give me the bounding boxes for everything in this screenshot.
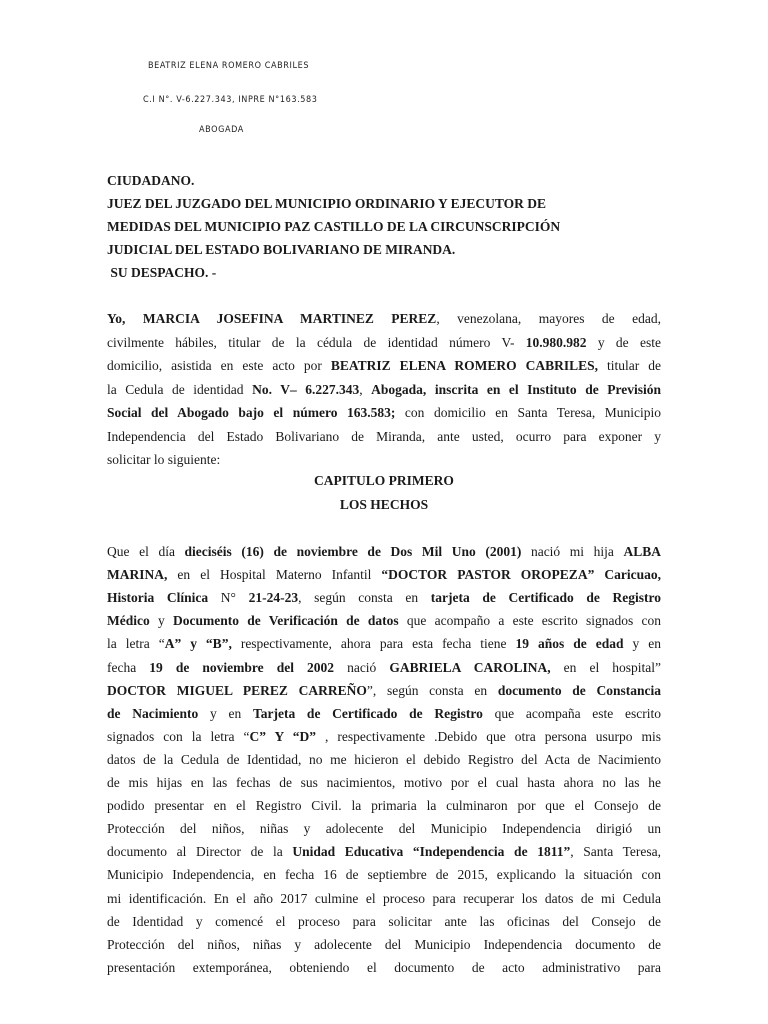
text-line: [107, 960, 661, 976]
text-line: [107, 914, 661, 930]
text-span: titular de: [598, 358, 661, 373]
text-span: y de este: [586, 334, 661, 350]
text-span: Que el día: [107, 544, 185, 559]
text-line: [107, 937, 661, 953]
text-line: [107, 544, 661, 560]
text-line: [107, 636, 661, 652]
text-span: en el Hospital Materno Infantil: [167, 567, 382, 583]
bold-span: Yo, MARCIA JOSEFINA MARTINEZ PEREZ: [107, 311, 437, 326]
text-span: Protección del niños, niñas y adolecente del Municipio Independencia dirigió un: [107, 821, 661, 837]
text-span: mi identificación. En el año 2017 culmine el proceso para recuperar los datos de mi Cedula: [107, 890, 661, 906]
text-span: de Identidad y comencé el proceso para solicitar ante las oficinas del Consejo de: [107, 913, 661, 929]
bold-span: Abogada, inscrita en el Instituto de Previsión: [371, 381, 661, 397]
text-line: [107, 821, 661, 837]
su-despacho: SU DESPACHO. -: [107, 265, 217, 280]
bold-span: 10.980.982: [525, 334, 587, 350]
text-span: , Santa Teresa,: [570, 844, 661, 860]
text-line: [107, 405, 661, 421]
text-line: [107, 567, 661, 583]
bold-span: Tarjeta de Certificado de Registro: [252, 705, 483, 721]
text-span: en el hospital”: [550, 659, 661, 675]
text-span: Protección del niños, niñas y adolecente del Municipio Independencia documento de: [107, 936, 661, 952]
bold-span: MARINA,: [107, 567, 168, 583]
lawyer-name-header: BEATRIZ ELENA ROMERO CABRILES: [148, 61, 310, 71]
text-span: Municipio Independencia, en fecha 16 de septiembre de 2015, explicando la situación con: [107, 867, 661, 883]
text-line: [107, 867, 661, 883]
text-span: presentación extemporánea, obteniendo el documento de acto administrativo para: [107, 959, 661, 975]
addressee-line: MEDIDAS DEL MUNICIPIO PAZ CASTILLO DE LA CIRCUNSCRIPCIÓN: [107, 219, 561, 234]
text-line: [107, 729, 661, 745]
bold-span: Unidad Educativa “Independencia de 1811”: [292, 844, 571, 860]
text-line: [107, 683, 661, 699]
text-span: y en: [198, 705, 253, 721]
text-line: [107, 775, 661, 791]
text-line: [107, 590, 661, 606]
text-span: respectivamente, ahora para esta fecha tiene: [231, 636, 516, 652]
text-line: [107, 798, 661, 814]
text-line: [107, 660, 661, 676]
bold-span: Médico: [107, 613, 150, 629]
bold-span: No. V– 6.227.343: [252, 381, 360, 397]
bold-span: dieciséis (16) de noviembre de Dos Mil Uno (2001): [184, 544, 522, 559]
bold-span: de Nacimiento: [107, 705, 199, 721]
text-span: domicilio, asistida en este acto por: [107, 358, 331, 373]
text-span: y: [149, 613, 173, 629]
addressee-line: JUEZ DEL JUZGADO DEL MUNICIPIO ORDINARIO Y EJECUTOR DE: [107, 196, 547, 211]
text-span: la Cedula de identidad: [107, 381, 253, 397]
bold-span: DOCTOR MIGUEL PEREZ CARREÑO: [107, 682, 367, 698]
text-span: nació: [334, 659, 390, 675]
bold-span: Social del Abogado bajo el número 163.583;: [107, 405, 396, 420]
text-span: N°: [208, 590, 249, 606]
text-span: que acompaño a este escrito signados con: [398, 613, 661, 629]
text-line: [107, 429, 661, 445]
salutation: CIUDADANO.: [107, 173, 195, 188]
bold-span: “DOCTOR PASTOR OROPEZA” Caricuao,: [381, 567, 661, 583]
bold-span: 19 años de edad: [515, 636, 624, 652]
bold-span: documento de Constancia: [497, 682, 661, 698]
text-line: [107, 752, 661, 768]
text-line: [107, 311, 661, 327]
text-line: [107, 891, 661, 907]
text-line: [107, 844, 661, 860]
text-line: [107, 382, 661, 398]
text-span: Independencia del Estado Bolivariano de Miranda, ante usted, ocurro para exponer y: [107, 428, 661, 444]
bold-span: C” Y “D”: [249, 728, 317, 744]
bold-span: ALBA: [623, 544, 661, 559]
text-span: y en: [623, 636, 661, 652]
lawyer-title-header: ABOGADA: [199, 125, 244, 135]
chapter-title: CAPITULO PRIMERO: [314, 473, 454, 488]
text-span: solicitar lo siguiente:: [107, 452, 221, 467]
bold-span: Documento de Verificación de datos: [172, 613, 399, 629]
text-line: [107, 452, 661, 468]
text-span: ”, según consta en: [366, 682, 498, 698]
bold-span: A” y “B”,: [164, 636, 232, 652]
text-span: fecha: [107, 659, 150, 675]
text-span: datos de la Cedula de Identidad, no me hicieron el debido Registro del Acta de Nacimiento: [107, 751, 661, 767]
text-line: [107, 335, 661, 351]
text-span: con domicilio en Santa Teresa, Municipio: [395, 405, 661, 420]
bold-span: GABRIELA CAROLINA,: [389, 659, 551, 675]
bold-span: 19 de noviembre del 2002: [149, 659, 335, 675]
bold-span: Historia Clínica: [107, 590, 209, 606]
text-line: [107, 613, 661, 629]
addressee-line: JUDICIAL DEL ESTADO BOLIVARIANO DE MIRANDA.: [107, 242, 456, 257]
bold-span: BEATRIZ ELENA ROMERO CABRILES,: [330, 358, 599, 373]
text-span: podido presentar en el Registro Civil. la primaria la culminaron por que el Consejo de: [107, 798, 661, 814]
text-line: [107, 706, 661, 722]
text-span: de mis hijas en las fechas de sus nacimientos, motivo por el cual hasta ahora no las he: [107, 775, 661, 790]
text-span: documento al Director de la: [107, 844, 293, 860]
text-span: civilmente hábiles, titular de la cédula de identidad número V-: [107, 334, 526, 350]
text-span: , venezolana, mayores de edad,: [436, 311, 662, 326]
text-line: [107, 358, 661, 374]
chapter-subtitle: LOS HECHOS: [339, 497, 429, 512]
text-span: ,: [359, 381, 372, 397]
text-span: , respectivamente .Debido que otra persona usurpo mis: [316, 728, 661, 744]
text-span: la letra “: [107, 636, 165, 652]
text-span: nació mi hija: [521, 544, 624, 559]
text-span: , según consta en: [298, 590, 431, 606]
lawyer-id-header: C.I N°. V-6.227.343, INPRE N°163.583: [143, 95, 318, 105]
text-span: que acompaña este escrito: [482, 705, 662, 721]
bold-span: tarjeta de Certificado de Registro: [430, 590, 661, 606]
bold-span: 21-24-23: [248, 590, 299, 606]
text-span: signados con la letra “: [107, 728, 250, 744]
